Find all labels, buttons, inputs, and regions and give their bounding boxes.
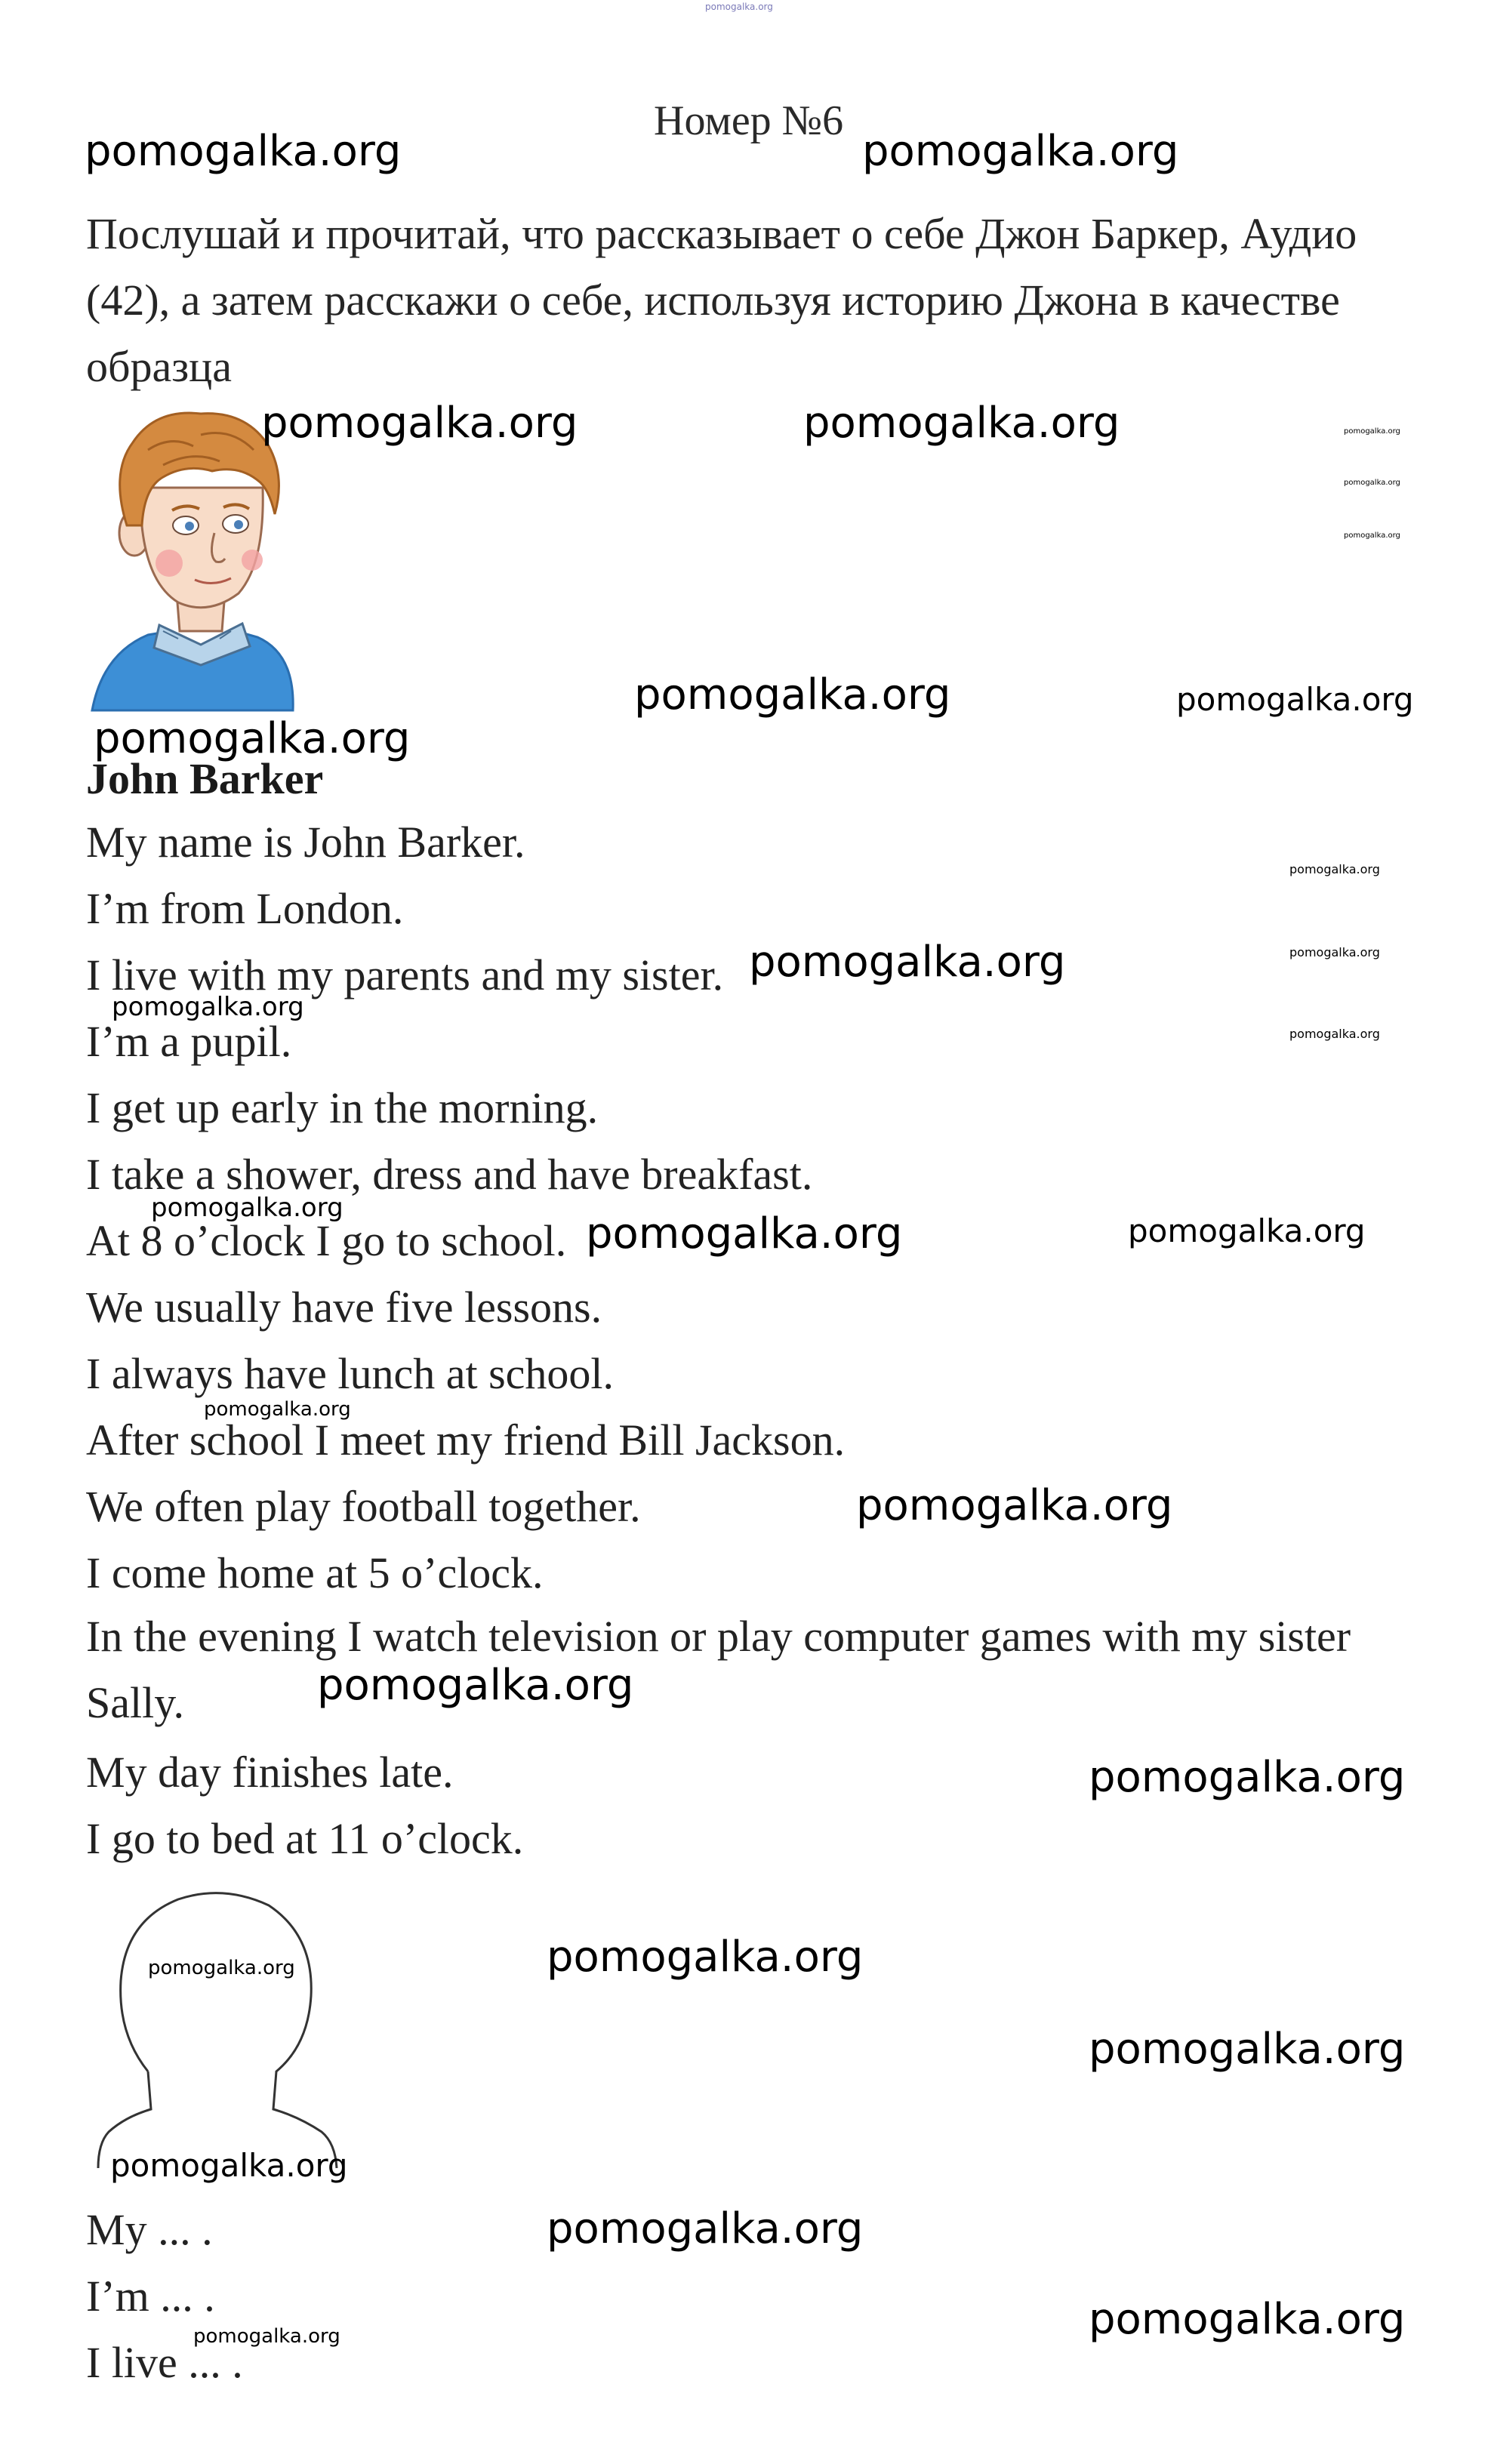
watermark: pomogalka.org (856, 1481, 1173, 1530)
watermark: pomogalka.org (1289, 862, 1380, 876)
john-portrait-illustration (88, 405, 299, 714)
watermark: pomogalka.org (547, 2204, 864, 2253)
story-line: I come home at 5 o’clock. (86, 1548, 544, 1597)
watermark: pomogalka.org (862, 127, 1179, 176)
watermark: pomogalka.org (94, 714, 411, 763)
story-line: After school I meet my friend Bill Jackson. (86, 1415, 846, 1465)
watermark: pomogalka.org (261, 399, 578, 448)
story-line: I always have lunch at school. (86, 1349, 615, 1398)
prompt-line: I’m ... . (86, 2272, 215, 2321)
story-line: I get up early in the morning. (86, 1083, 599, 1132)
story-line: I go to bed at 11 o’clock. (86, 1814, 524, 1863)
story-line: We usually have five lessons. (86, 1283, 602, 1332)
story-line: I take a shower, dress and have breakfast. (86, 1150, 813, 1199)
watermark: pomogalka.org (586, 1209, 903, 1258)
watermark: pomogalka.org (148, 1957, 295, 1979)
watermark: pomogalka.org (1176, 681, 1414, 718)
watermark: pomogalka.org (1089, 2295, 1406, 2344)
watermark: pomogalka.org (803, 399, 1120, 448)
watermark: pomogalka.org (1089, 1753, 1406, 1802)
watermark: pomogalka.org (112, 992, 304, 1022)
watermark: pomogalka.org (85, 127, 402, 176)
watermark: pomogalka.org (1289, 1027, 1380, 1041)
watermark: pomogalka.org (634, 670, 951, 719)
story-line: At 8 o’clock I go to school. (86, 1216, 567, 1265)
watermark: pomogalka.org (317, 1661, 634, 1710)
watermark: pomogalka.org (151, 1193, 343, 1223)
watermark: pomogalka.org (110, 2147, 348, 2184)
watermark: pomogalka.org (204, 1398, 351, 1421)
story-heading: John Barker (86, 754, 324, 803)
story-line: My name is John Barker. (86, 818, 525, 867)
blank-head-silhouette (95, 1883, 341, 2170)
task-instruction: Послушай и прочитай, что рассказывает о себе Джон Баркер, Аудио (42), а затем расскажи о себе, используя историю Джона в качестве образца (86, 209, 1357, 391)
watermark: pomogalka.org (1289, 945, 1380, 959)
watermark: pomogalka.org (1128, 1212, 1366, 1249)
story-line: I’m from London. (86, 884, 404, 933)
story-line: I live with my parents and my sister. (86, 950, 724, 999)
story-line: I’m a pupil. (86, 1017, 292, 1066)
watermark: pomogalka.org (193, 2325, 340, 2348)
top-watermark: pomogalka.org (705, 2, 773, 12)
prompt-line: I live ... . (86, 2338, 243, 2387)
watermark: pomogalka.org (749, 938, 1066, 987)
watermark: pomogalka.org (1089, 2025, 1406, 2074)
watermark: pomogalka.org (1344, 427, 1400, 436)
watermark: pomogalka.org (1344, 479, 1400, 487)
page-title: Номер №6 (654, 97, 844, 144)
story-line: In the evening I watch television or play computer games with my sister Sally. (86, 1612, 1351, 1727)
prompt-line: My ... . (86, 2205, 213, 2254)
story-line: We often play football together. (86, 1482, 641, 1531)
watermark: pomogalka.org (547, 1933, 864, 1982)
watermark: pomogalka.org (1344, 531, 1400, 540)
story-line: My day finishes late. (86, 1748, 454, 1797)
